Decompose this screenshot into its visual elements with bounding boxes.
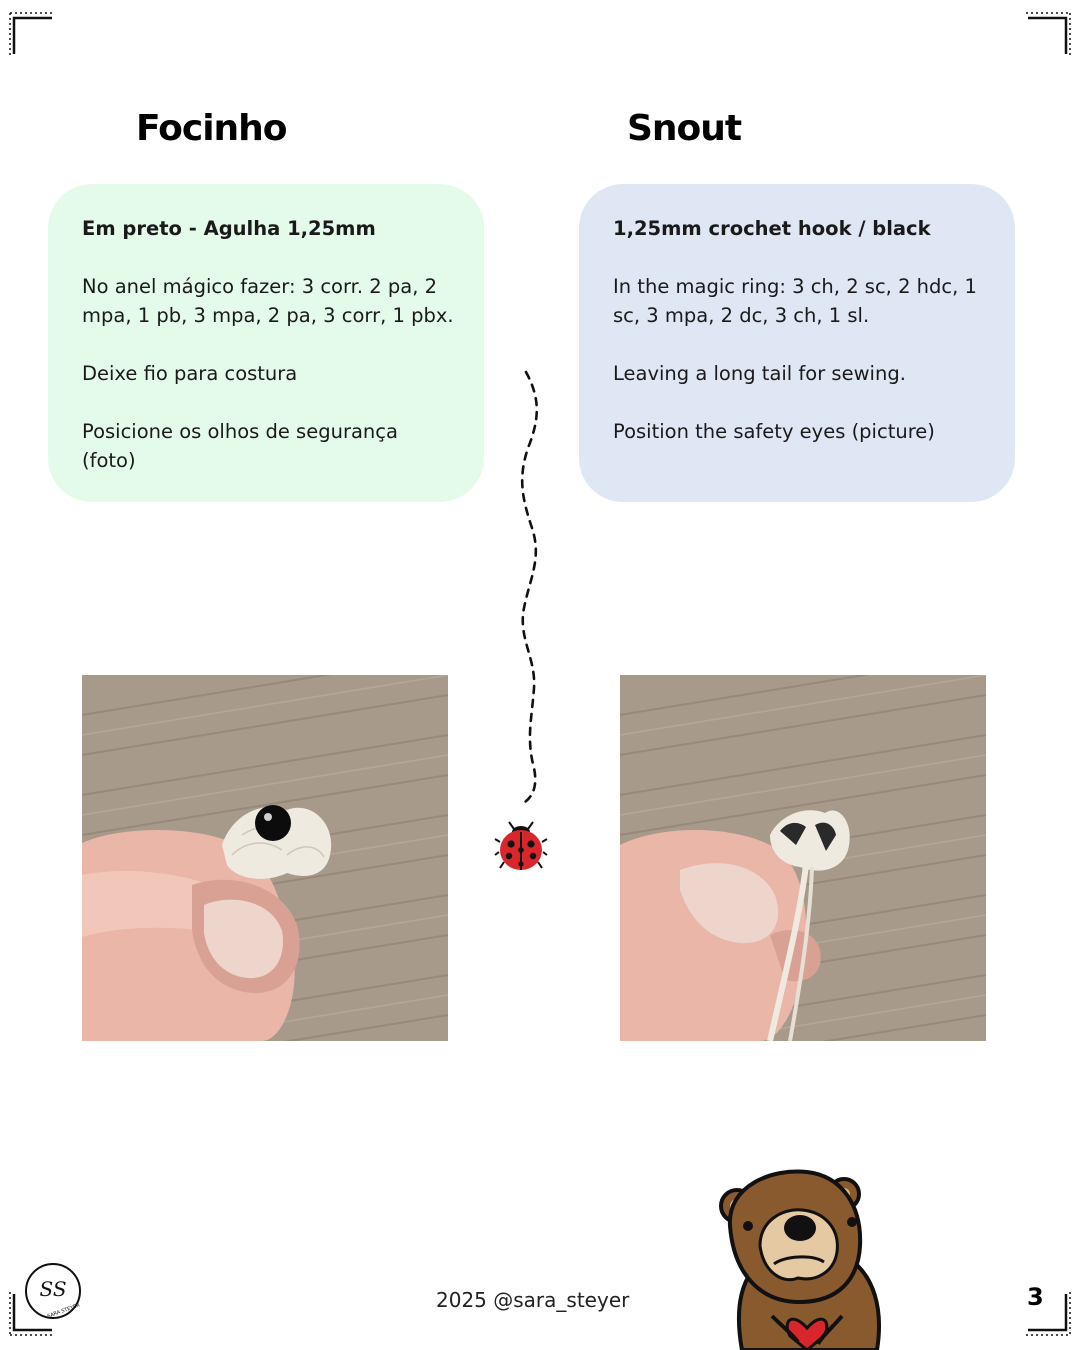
photo-snout-back-view	[620, 675, 986, 1041]
card-pt-title: Em preto - Agulha 1,25mm	[82, 217, 376, 240]
card-en-step-2: Leaving a long tail for sewing.	[613, 362, 906, 385]
heading-focinho: Focinho	[136, 108, 287, 149]
heading-snout: Snout	[627, 108, 742, 149]
card-pt-step-2: Deixe fio para costura	[82, 362, 298, 385]
ladybug-icon	[494, 820, 548, 874]
logo-name: SARA STEYER	[46, 1302, 81, 1320]
logo-initials: SS	[39, 1277, 67, 1301]
corner-frame-top-left	[8, 10, 56, 58]
bear-illustration	[712, 1166, 902, 1350]
card-en-title: 1,25mm crochet hook / black	[613, 217, 931, 240]
corner-frame-top-right	[1024, 10, 1072, 58]
card-en-step-3: Position the safety eyes (picture)	[613, 420, 935, 443]
footer-credit: 2025 @sara_steyer	[436, 1288, 630, 1312]
brand-logo	[24, 1262, 82, 1320]
card-en-step-1: In the magic ring: 3 ch, 2 sc, 2 hdc, 1 sc, 3 mpa, 2 dc, 3 ch, 1 sl.	[613, 275, 977, 327]
photo-snout-with-eye	[82, 675, 448, 1041]
instructions-card-en	[579, 184, 1015, 502]
dashed-trail	[500, 368, 560, 808]
card-pt-step-1: No anel mágico fazer: 3 corr. 2 pa, 2 mpa, 1 pb, 3 mpa, 2 pa, 3 corr, 1 pbx.	[82, 275, 454, 327]
page-number: 3	[1027, 1283, 1044, 1311]
instructions-card-pt	[48, 184, 484, 502]
card-pt-step-3: Posicione os olhos de segurança (foto)	[82, 420, 398, 472]
